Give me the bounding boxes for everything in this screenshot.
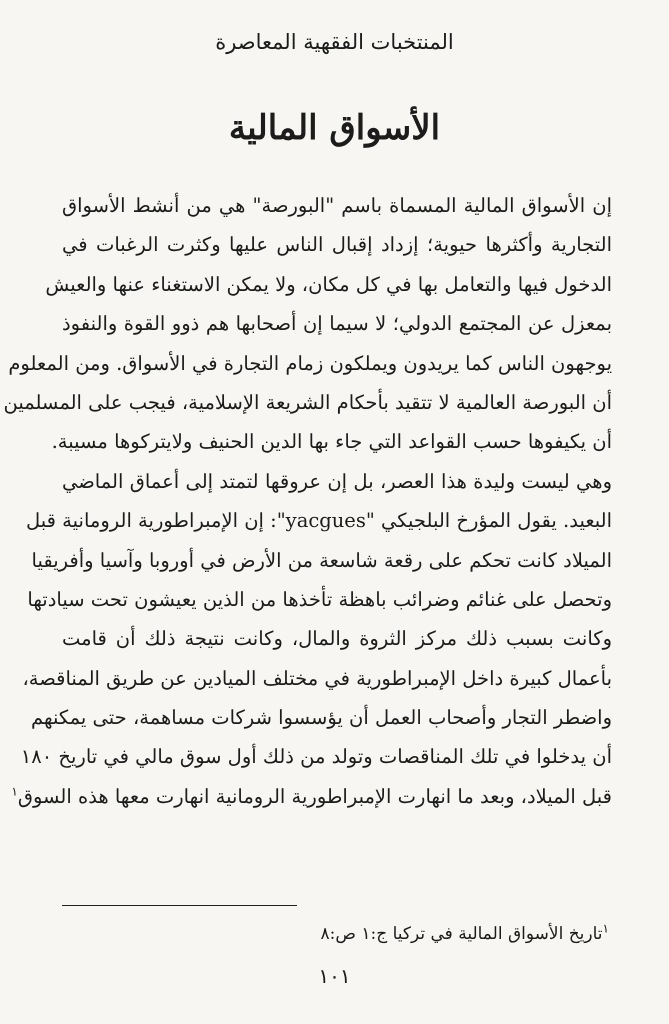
chapter-title: الأسواق المالية bbox=[228, 108, 441, 148]
body-line: وتحصل على غنائم وضرائب باهظة تأخذها من الذين يعيشون تحت سيادتها bbox=[27, 587, 612, 611]
body-line-text: قبل الميلاد، وبعد ما انهارت الإمبراطورية الرومانية انهارت معها هذه السوق bbox=[17, 784, 612, 808]
body-line: يوجهون الناس كما يريدون ويملكون زمام التجارة في الأسواق. ومن المعلوم bbox=[8, 351, 612, 375]
body-line: أن البورصة العالمية لا تتقيد بأحكام الشريعة الإسلامية، فيجب على المسلمين bbox=[3, 390, 612, 414]
body-line: الدخول فيها والتعامل بها في كل مكان، ولا يمكن الاستغناء عنها والعيش bbox=[45, 272, 612, 296]
footnote-marker: ١ bbox=[602, 921, 609, 936]
page-number: ١٠١ bbox=[318, 964, 351, 988]
body-line: البعيد. يقول المؤرخ البلجيكي "yacgues": إن الإمبراطورية الرومانية قبل bbox=[26, 509, 612, 533]
body-line: أن يكيفوها حسب القواعد التي جاء بها الدين الحنيف ولايتركوها مسيبة. bbox=[51, 430, 612, 454]
body-line-last bbox=[11, 777, 612, 816]
body-line: وكانت بسبب ذلك مركز الثروة والمال، وكانت نتيجة ذلك أن قامت bbox=[62, 627, 612, 651]
body-line: واضطر التجار وأصحاب العمل أن يؤسسوا شركات مساهمة، حتى يمكنهم bbox=[31, 706, 612, 730]
body-line: بأعمال كبيرة داخل الإمبراطورية في مختلف الميادين عن طريق المناقصة، bbox=[22, 666, 612, 690]
body-line: إن الأسواق المالية المسماة باسم "البورصة" هي من أنشط الأسواق bbox=[62, 194, 612, 217]
body-line: أن يدخلوا في تلك المناقصات وتولد من ذلك أول سوق مالي في تاريخ ١٨٠ bbox=[20, 745, 612, 769]
body-text bbox=[3, 186, 612, 816]
body-line: التجارية وأكثرها حيوية؛ إزداد إقبال الناس عليها وكثرت الرغبات في bbox=[62, 233, 612, 257]
body-line: الميلاد كانت تحكم على رقعة شاسعة من الأرض في أوروبا وآسيا وأفريقيا bbox=[31, 548, 612, 572]
footnote-reference: ١ bbox=[11, 784, 18, 799]
body-line: بمعزل عن المجتمع الدولي؛ لا سيما إن أصحابها هم ذوو القوة والنفوذ bbox=[62, 312, 612, 336]
footnote bbox=[49, 921, 609, 944]
body-line: وهي ليست وليدة هذا العصر، بل إن عروقها لتمتد إلى أعماق الماضي bbox=[62, 469, 612, 493]
footnote-divider bbox=[62, 905, 297, 906]
footnote-text: تاريخ الأسواق المالية في تركيا ج:١ ص:٨ bbox=[320, 924, 603, 944]
running-header: المنتخبات الفقهية المعاصرة bbox=[215, 30, 454, 54]
